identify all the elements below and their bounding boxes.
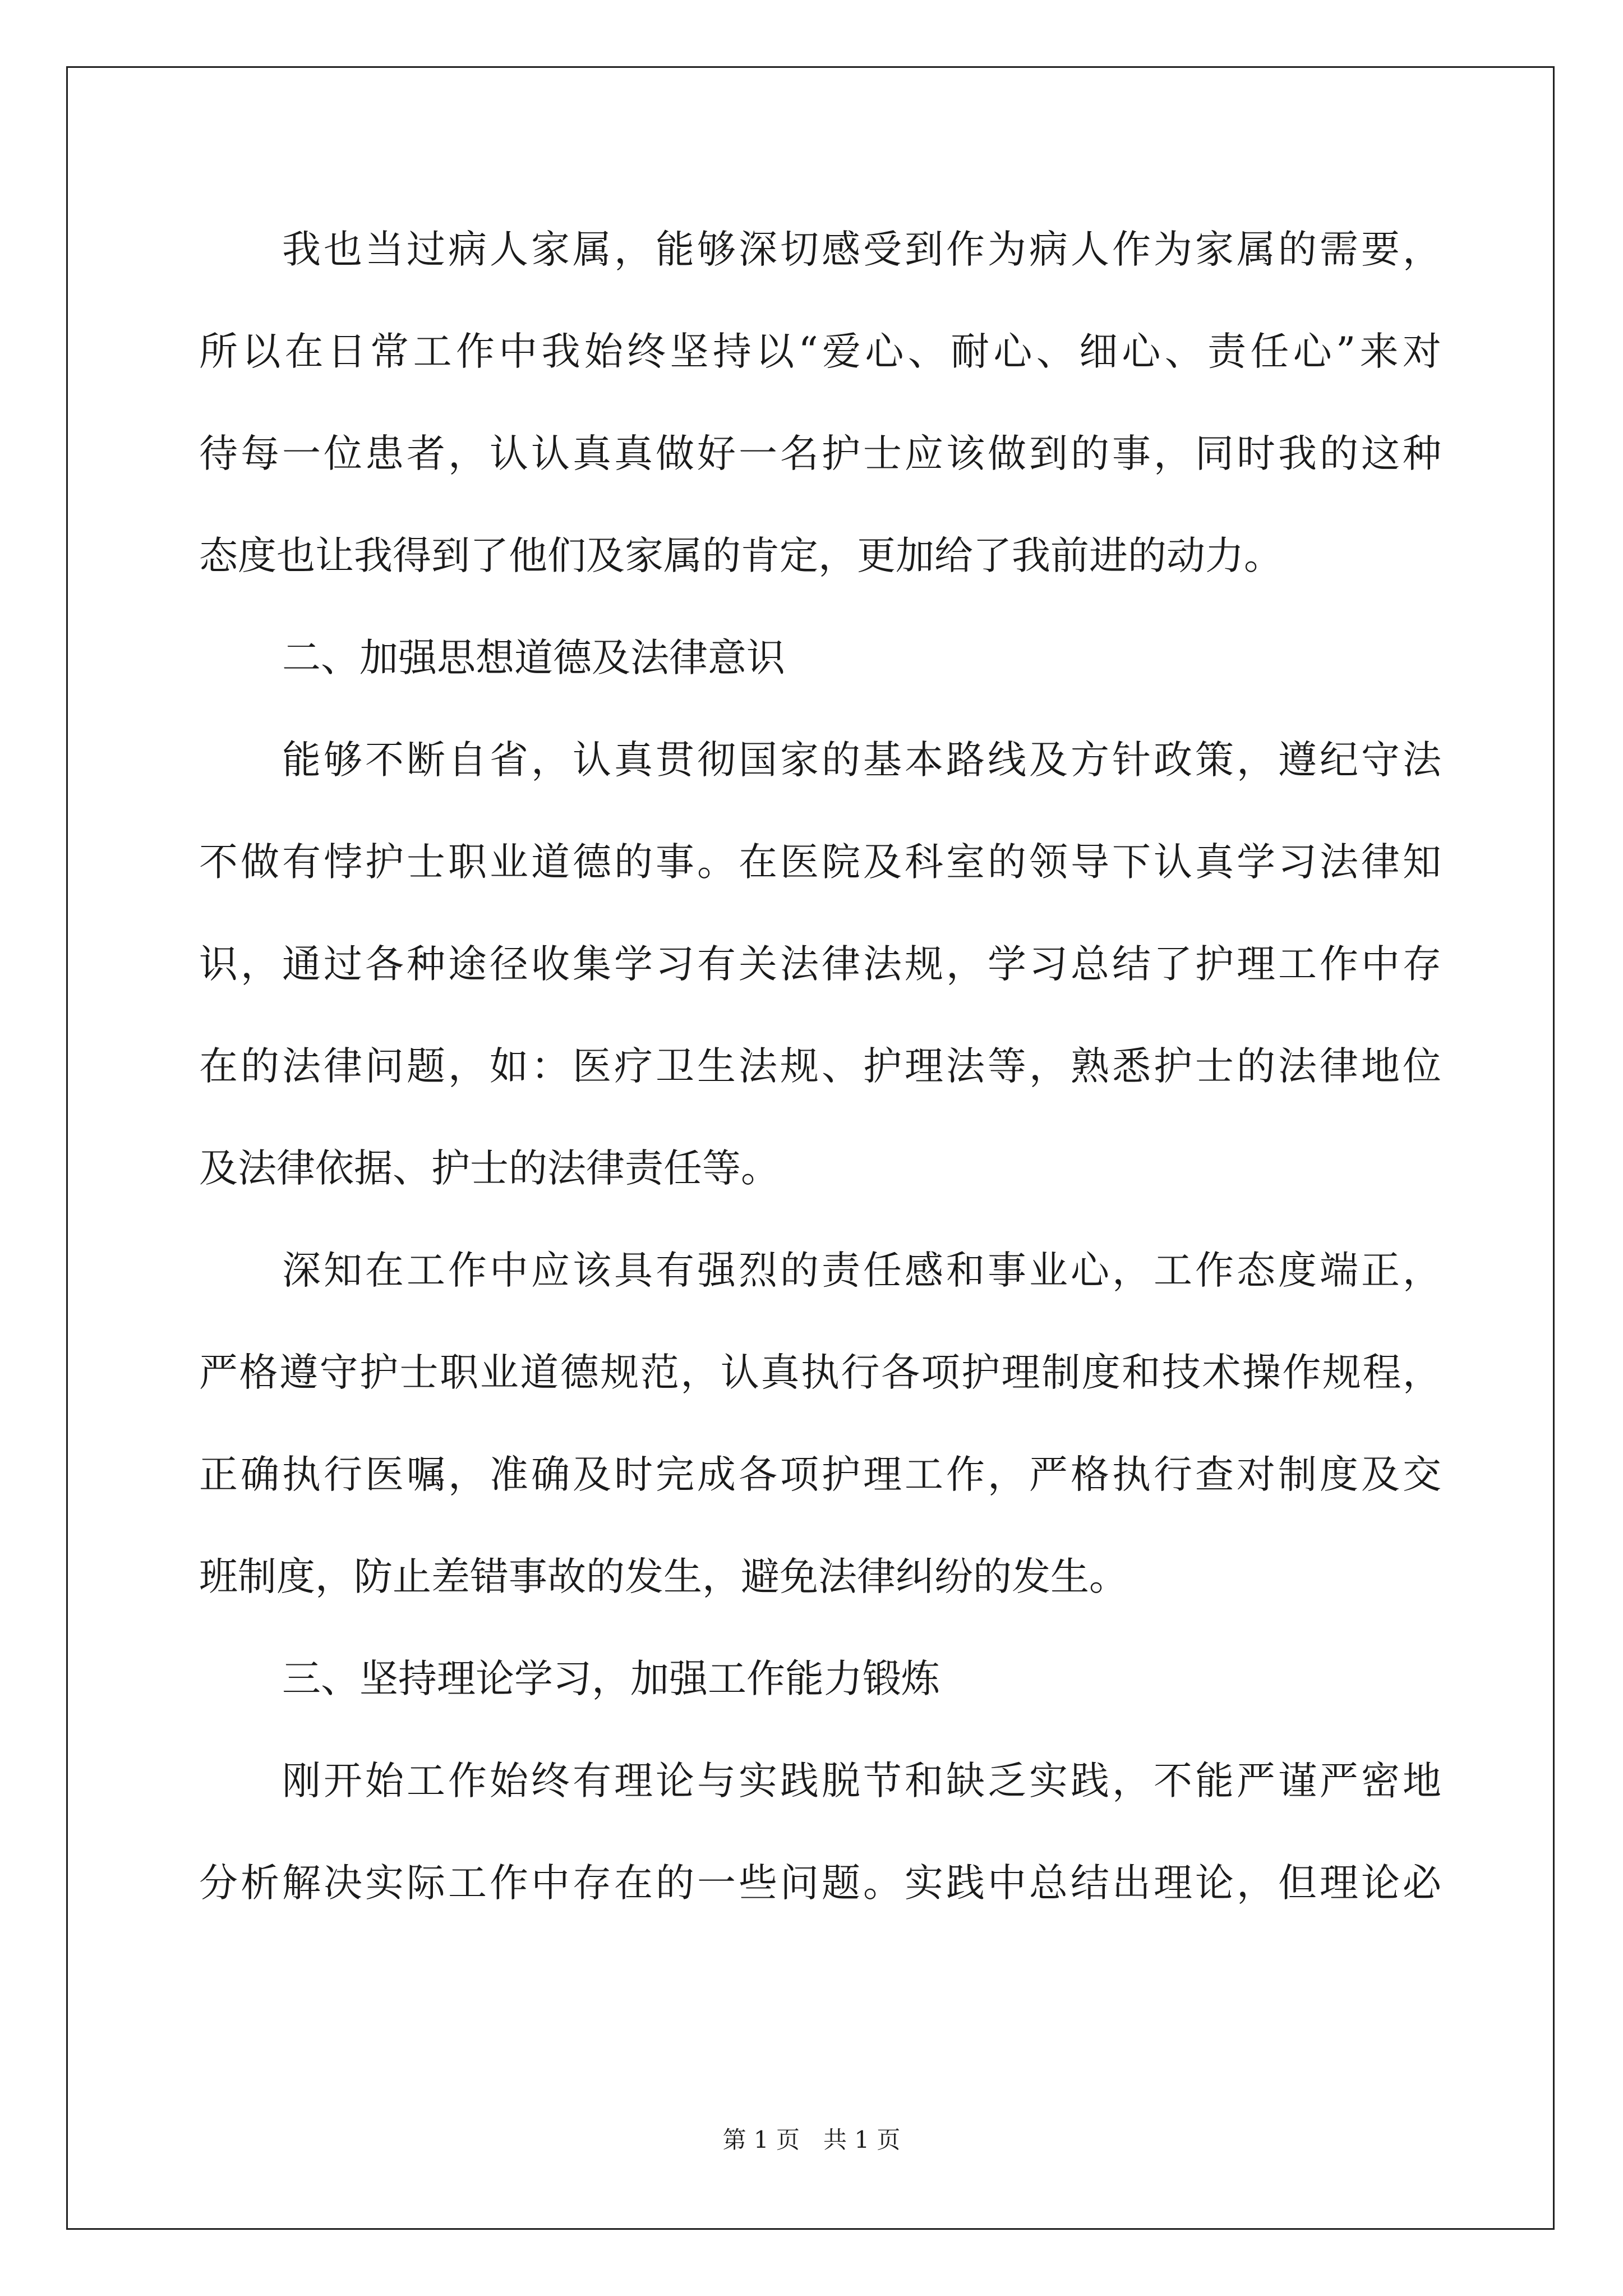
section-heading: 二、加强思想道德及法律意识 bbox=[282, 636, 785, 680]
paragraph-line: 正确执行医嘱，准确及时完成各项护理工作，严格执行查对制度及交 bbox=[199, 1452, 1441, 1497]
paragraph-line: 待每一位患者，认认真真做好一名护士应该做到的事，同时我的这种 bbox=[199, 431, 1441, 476]
paragraph-line: 刚开始工作始终有理论与实践脱节和缺乏实践，不能严谨严密地 bbox=[282, 1759, 1441, 1803]
paragraph-line: 能够不断自省，认真贯彻国家的基本路线及方针政策，遵纪守法 bbox=[282, 738, 1441, 783]
section-heading: 三、坚持理论学习，加强工作能力锻炼 bbox=[282, 1657, 940, 1701]
paragraph-line: 在的法律问题，如：医疗卫生法规、护理法等，熟悉护士的法律地位 bbox=[199, 1044, 1441, 1089]
paragraph-line: 分析解决实际工作中存在的一些问题。实践中总结出理论，但理论必 bbox=[199, 1861, 1441, 1906]
paragraph-line: 识，通过各种途径收集学习有关法律法规，学习总结了护理工作中存 bbox=[199, 942, 1441, 987]
paragraph-line: 所以在日常工作中我始终坚持以“爱心、耐心、细心、责任心”来对 bbox=[199, 329, 1441, 374]
paragraph-line: 班制度，防止差错事故的发生，避免法律纠纷的发生。 bbox=[199, 1554, 1128, 1599]
page-number-footer: 第 1 页 共 1 页 bbox=[722, 2126, 901, 2154]
paragraph-line: 及法律依据、护士的法律责任等。 bbox=[199, 1146, 780, 1191]
paragraph-line: 不做有悖护士职业道德的事。在医院及科室的领导下认真学习法律知 bbox=[199, 840, 1441, 885]
paragraph-line: 严格遵守护士职业道德规范，认真执行各项护理制度和技术操作规程， bbox=[199, 1350, 1441, 1395]
paragraph-line: 态度也让我得到了他们及家属的肯定，更加给了我前进的动力。 bbox=[199, 533, 1283, 578]
paragraph-line: 我也当过病人家属，能够深切感受到作为病人作为家属的需要， bbox=[282, 227, 1441, 272]
paragraph-line: 深知在工作中应该具有强烈的责任感和事业心，工作态度端正， bbox=[282, 1248, 1441, 1293]
